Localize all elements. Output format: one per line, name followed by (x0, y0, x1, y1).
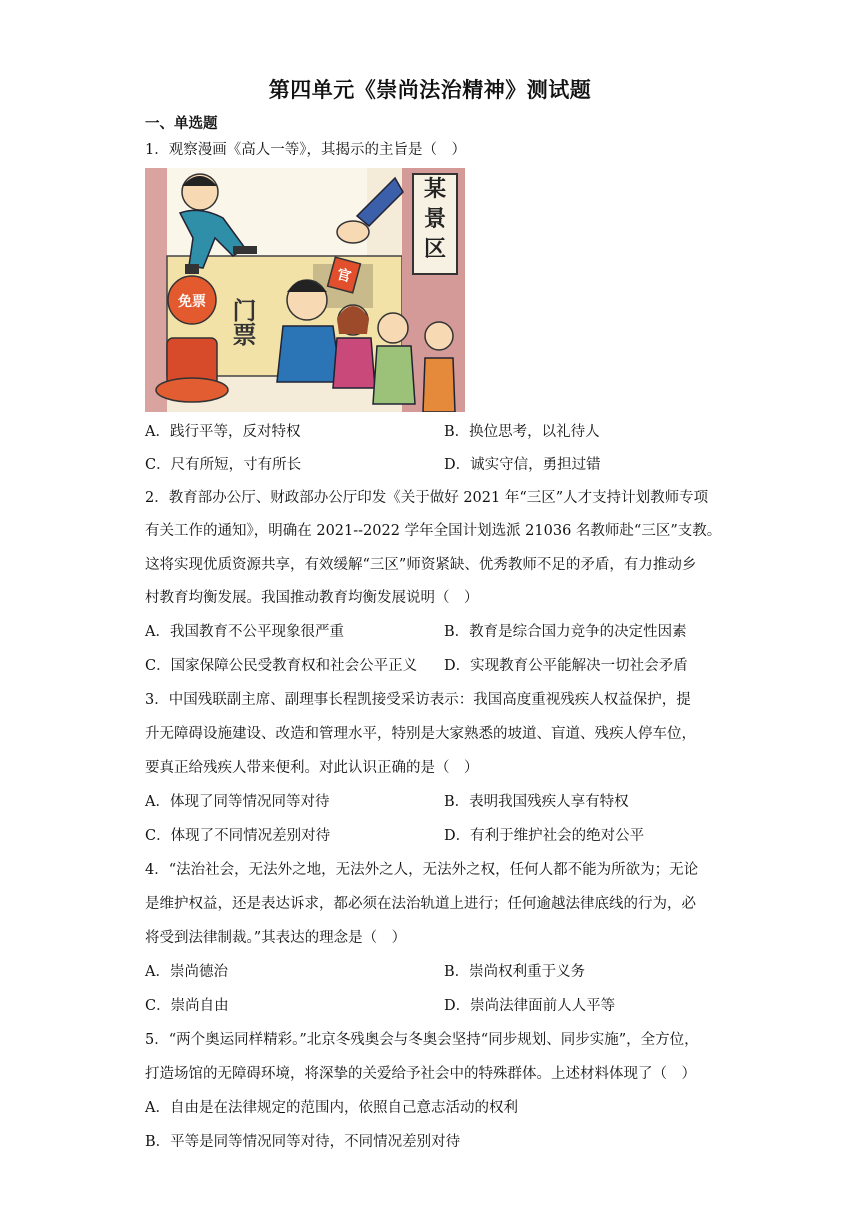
q4-line-3: 将受到法律制裁。”其表达的理念是（ ） (145, 930, 407, 946)
q1-option-d: D．诚实守信，勇担过错 (444, 457, 601, 473)
q4-option-a: A．崇尚德治 (145, 964, 228, 980)
sign-char-1: 某 (423, 177, 447, 202)
q5-option-a: A．自由是在法律规定的范围内，依照自己意志活动的权利 (145, 1100, 518, 1116)
q3-line-2: 升无障碍设施建设、改造和管理水平，特别是大家熟悉的坡道、盲道、残疾人停车位， (145, 726, 696, 742)
q3-option-c: C．体现了不同情况差别对待 (145, 828, 331, 844)
q5-option-b: B．平等是同等情况同等对待，不同情况差别对待 (145, 1134, 461, 1150)
page-title: 第四单元《崇尚法治精神》测试题 (268, 78, 592, 102)
sign-char-2: 景 (423, 207, 447, 232)
q4-option-d: D．崇尚法律面前人人平等 (444, 998, 616, 1014)
q2-line-2: 有关工作的通知》，明确在 2021--2022 学年全国计划选派 21036 名教师赴“三区”支教。 (145, 523, 722, 539)
q2-line-4: 村教育均衡发展。我国推动教育均衡发展说明（ ） (145, 590, 479, 606)
sign-char-3: 区 (423, 237, 447, 262)
section-heading: 一、单选题 (145, 116, 218, 132)
card-text: 官 (334, 266, 353, 286)
q4-option-c: C．崇尚自由 (145, 998, 229, 1014)
q1-option-b: B．换位思考，以礼待人 (444, 424, 600, 440)
q2-line-3: 这将实现优质资源共享，有效缓解“三区”师资紧缺、优秀教师不足的矛盾，有力推动乡 (145, 557, 697, 573)
q4-line-2: 是维护权益，还是表达诉求，都必须在法治轨道上进行；任何逾越法律底线的行为，必 (145, 896, 696, 912)
q5-line-1: 5．“两个奥运同样精彩。”北京冬残奥会与冬奥会坚持“同步规划、同步实施”，全方位， (145, 1032, 699, 1048)
q3-line-3: 要真正给残疾人带来便利。对此认识正确的是（ ） (145, 760, 479, 776)
stamp-text: 免票 (178, 294, 206, 310)
q2-line-1: 2．教育部办公厅、财政部办公厅印发《关于做好 2021 年“三区”人才支持计划教师专项 (145, 490, 709, 506)
q4-option-b: B．崇尚权利重于义务 (444, 964, 586, 980)
q1-option-c: C．尺有所短，寸有所长 (145, 457, 302, 473)
q1-option-a: A．践行平等，反对特权 (145, 424, 301, 440)
q3-option-d: D．有利于维护社会的绝对公平 (444, 828, 645, 844)
comic-image (145, 168, 465, 412)
q2-option-c: C．国家保障公民受教育权和社会公平正义 (145, 658, 418, 674)
q2-option-d: D．实现教育公平能解决一切社会矛盾 (444, 658, 688, 674)
q3-option-a: A．体现了同等情况同等对待 (145, 794, 330, 810)
q1-stem: 1．观察漫画《高人一等》，其揭示的主旨是（ ） (145, 142, 466, 158)
q2-option-a: A．我国教育不公平现象很严重 (145, 624, 344, 640)
q3-line-1: 3．中国残联副主席、副理事长程凯接受采访表示：我国高度重视残疾人权益保护，提 (145, 692, 691, 708)
q3-option-b: B．表明我国残疾人享有特权 (444, 794, 629, 810)
ticket-text: 门票 (228, 298, 256, 346)
q5-line-2: 打造场馆的无障碍环境，将深挚的关爱给予社会中的特殊群体。上述材料体现了（ ） (145, 1066, 696, 1082)
q2-option-b: B．教育是综合国力竞争的决定性因素 (444, 624, 687, 640)
q4-line-1: 4．“法治社会，无法外之地，无法外之人，无法外之权，任何人都不能为所欲为；无论 (145, 862, 699, 878)
